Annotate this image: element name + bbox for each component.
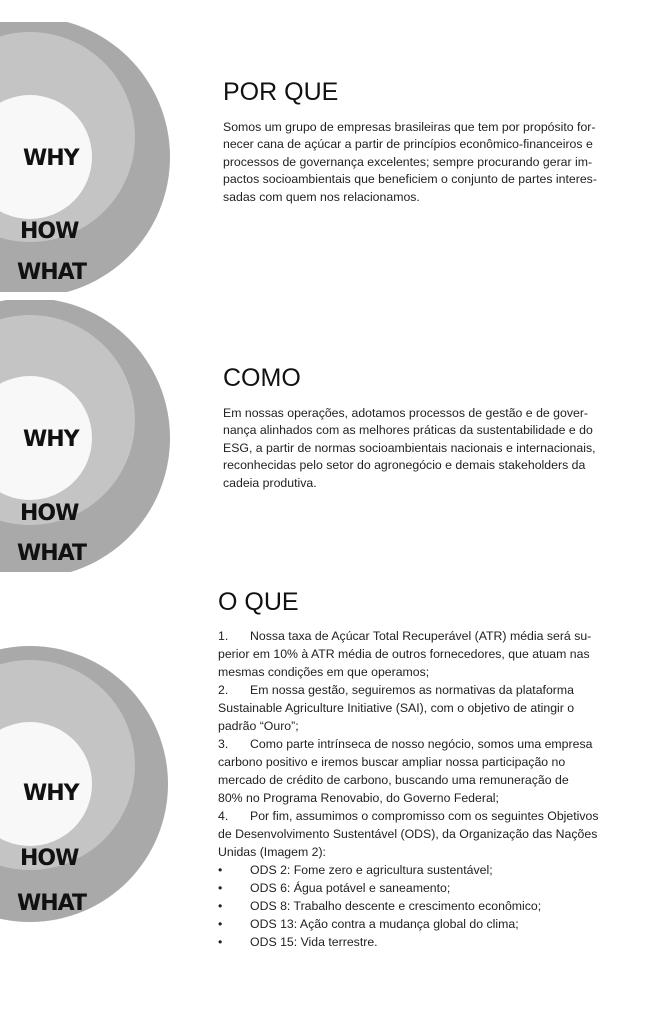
item-text: mesmas condições em que operamos; [218, 665, 430, 679]
numbered-item-3 [218, 735, 638, 807]
bullet-text: ODS 2: Fome zero e agricultura sustentável; [250, 863, 493, 877]
item-number: 2. [218, 683, 229, 697]
why-how-what-diagram-1 [0, 22, 175, 292]
text-line: Em nossas operações, adotamos processos de gestão e de gover- [223, 406, 589, 420]
text-line: nança alinhados com as melhores práticas da sustentabilidade e do [223, 423, 593, 438]
item-text: carbono positivo e iremos buscar ampliar nossa participação no [218, 755, 566, 769]
why-label: WHY [23, 427, 79, 452]
numbered-item-4 [218, 807, 638, 861]
list-item [218, 861, 638, 879]
text-line: necer cana de açúcar a partir de princípios econômico-financeiros e [223, 137, 593, 152]
item-number: 1. [218, 629, 229, 643]
bullet-text: ODS 6: Água potável e saneamento; [250, 881, 451, 895]
text-line: ESG, a partir de normas socioambientais nacionais e internacionais, [223, 440, 596, 455]
bullet-icon: • [218, 863, 223, 877]
why-label: WHY [23, 146, 79, 171]
numbered-item-2 [218, 681, 638, 735]
what-label: WHAT [17, 260, 87, 285]
item-text: Sustainable Agriculture Initiative (SAI), com o objetivo de atingir o [218, 701, 575, 715]
section-por-que [223, 80, 633, 206]
section-text [223, 405, 633, 492]
item-text: Por fim, assumimos o compromisso com os seguintes Objetivos [250, 809, 599, 823]
bullet-icon: • [218, 899, 223, 913]
item-text: mercado de crédito de carbono, buscando uma remuneração de [218, 773, 569, 787]
item-text: Nossa taxa de Açúcar Total Recuperável (ATR) média será su- [250, 629, 592, 643]
bullet-text: ODS 8: Trabalho descente e crescimento econômico; [250, 899, 542, 913]
bullet-text: ODS 13: Ação contra a mudança global do clima; [250, 917, 519, 931]
what-label: WHAT [17, 891, 87, 916]
section-o-que [218, 590, 638, 951]
item-text: 80% no Programa Renovabio, do Governo Federal; [218, 791, 499, 805]
text-line: processos de governança excelentes; sempre procurando gerar im- [223, 154, 593, 169]
section-title: POR QUE [223, 78, 339, 106]
item-text: Unidas (Imagem 2): [218, 845, 326, 859]
section-como [223, 366, 633, 492]
item-text: Em nossa gestão, seguiremos as normativas da plataforma [250, 683, 574, 697]
text-line: Somos um grupo de empresas brasileiras que tem por propósito for- [223, 120, 596, 134]
what-label: WHAT [17, 541, 87, 566]
ods-bullet-list [218, 861, 638, 951]
numbered-item-1 [218, 627, 638, 681]
section-title: O QUE [218, 588, 299, 616]
concentric-circles-how [0, 300, 175, 572]
text-line: sadas com quem nos relacionamos. [223, 189, 420, 204]
why-how-what-diagram-2 [0, 300, 175, 572]
list-item [218, 933, 638, 951]
why-how-what-diagram-3 [0, 632, 180, 932]
section-title: COMO [223, 364, 301, 392]
list-item [218, 897, 638, 915]
list-item [218, 915, 638, 933]
bullet-icon: • [218, 881, 223, 895]
item-number: 4. [218, 809, 229, 823]
how-label: HOW [20, 219, 79, 244]
text-line: cadeia produtiva. [223, 475, 317, 490]
how-label: HOW [20, 846, 79, 871]
how-label: HOW [20, 501, 79, 526]
item-text: perior em 10% à ATR média de outros fornecedores, que atuam nas [218, 647, 590, 661]
item-text: Como parte intrínseca de nosso negócio, somos uma empresa [250, 737, 593, 751]
bullet-text: ODS 15: Vida terrestre. [250, 935, 378, 949]
text-line: pactos socioambientais que beneficiem o conjunto de partes interes- [223, 172, 597, 187]
section-text [223, 119, 633, 206]
concentric-circles-why [0, 22, 175, 292]
text-line: reconhecidas pelo setor do agronegócio e demais stakeholders da [223, 458, 586, 473]
bullet-icon: • [218, 917, 223, 931]
item-number: 3. [218, 737, 229, 751]
list-item [218, 879, 638, 897]
why-label: WHY [23, 781, 79, 806]
item-text: padrão “Ouro”; [218, 719, 299, 733]
concentric-circles-what [0, 632, 180, 932]
bullet-icon: • [218, 935, 223, 949]
item-text: de Desenvolvimento Sustentável (ODS), da Organização das Nações [218, 827, 598, 841]
